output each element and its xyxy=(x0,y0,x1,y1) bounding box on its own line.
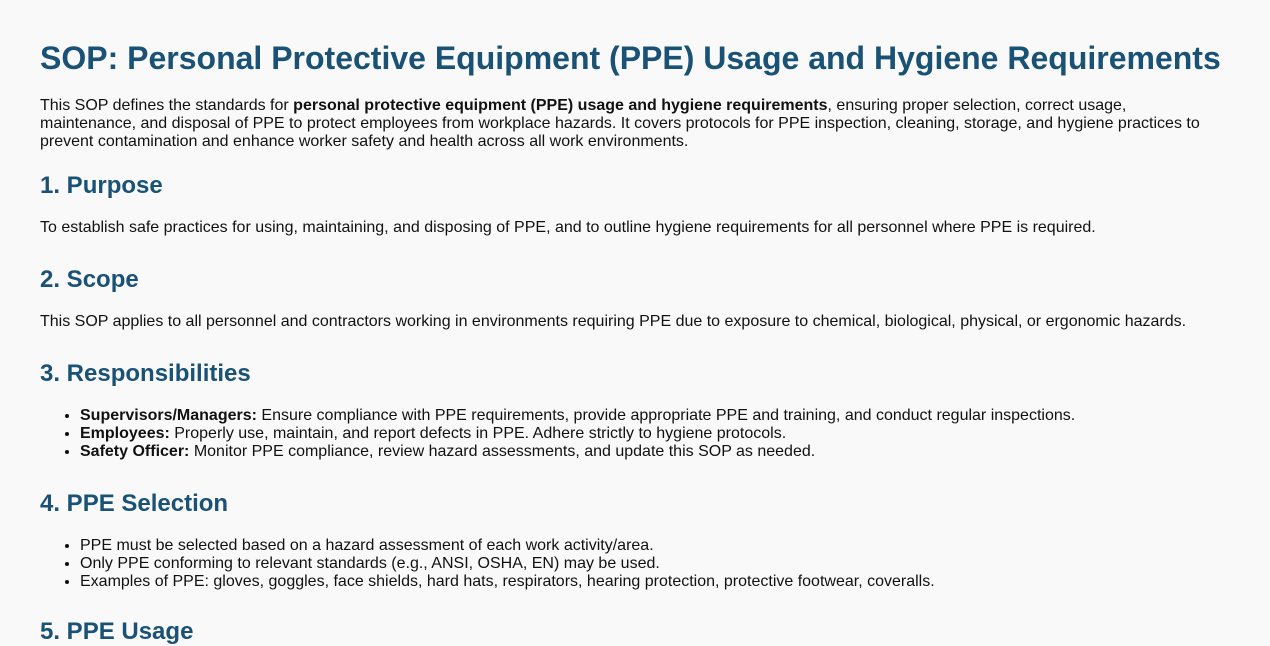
purpose-text: To establish safe practices for using, maintaining, and disposing of PPE, and to outline hygiene requirements for all personnel where PPE is required. xyxy=(40,219,1096,236)
role-description: Monitor PPE compliance, review hazard assessments, and update this SOP as needed. xyxy=(189,443,816,460)
intro-paragraph xyxy=(40,97,1225,151)
responsibilities-list xyxy=(40,407,1270,461)
purpose-heading: 1. Purpose xyxy=(40,172,163,199)
intro-text-start: This SOP defines the standards for xyxy=(40,97,294,114)
role-description: Ensure compliance with PPE requirements, provide appropriate PPE and training, and conduct regular inspections. xyxy=(256,407,1076,424)
role-label: Safety Officer: xyxy=(80,443,190,460)
list-item xyxy=(80,425,1270,443)
list-item xyxy=(80,407,1270,425)
list-item: • PPE must be selected based on a hazard assessment of each work activity/area. xyxy=(80,537,1270,555)
role-label: Employees: xyxy=(80,425,170,442)
intro-text-end: , ensuring proper selection, correct usage, maintenance, and disposal of PPE to protect employees from workplace hazards. It covers protocols for PPE inspection, cleaning, storage, and hygiene practices to prevent contamination and enhance worker safety and health across all work environments. xyxy=(40,97,1200,150)
role-description: Properly use, maintain, and report defects in PPE. Adhere strictly to hygiene protocols. xyxy=(169,425,787,442)
list-item: • Examples of PPE: gloves, goggles, face shields, hard hats, respirators, hearing protection, protective footwear, coveralls. xyxy=(80,573,1270,591)
list-item xyxy=(80,443,1270,461)
ppe-selection-list xyxy=(40,537,1270,591)
intro-emphasis: personal protective equipment (PPE) usage and hygiene requirements xyxy=(293,97,828,114)
ppe-selection-heading: 4. PPE Selection xyxy=(40,490,229,517)
ppe-usage-heading: 5. PPE Usage xyxy=(40,618,194,645)
responsibilities-heading: 3. Responsibilities xyxy=(40,360,251,387)
role-label: Supervisors/Managers: xyxy=(80,407,257,424)
page-title: SOP: Personal Protective Equipment (PPE) Usage and Hygiene Requirements xyxy=(40,40,1221,76)
scope-text: This SOP applies to all personnel and contractors working in environments requiring PPE due to exposure to chemical, biological, physical, or ergonomic hazards. xyxy=(40,313,1187,330)
scope-heading: 2. Scope xyxy=(40,266,139,293)
list-item: • Only PPE conforming to relevant standards (e.g., ANSI, OSHA, EN) may be used. xyxy=(80,555,1270,573)
